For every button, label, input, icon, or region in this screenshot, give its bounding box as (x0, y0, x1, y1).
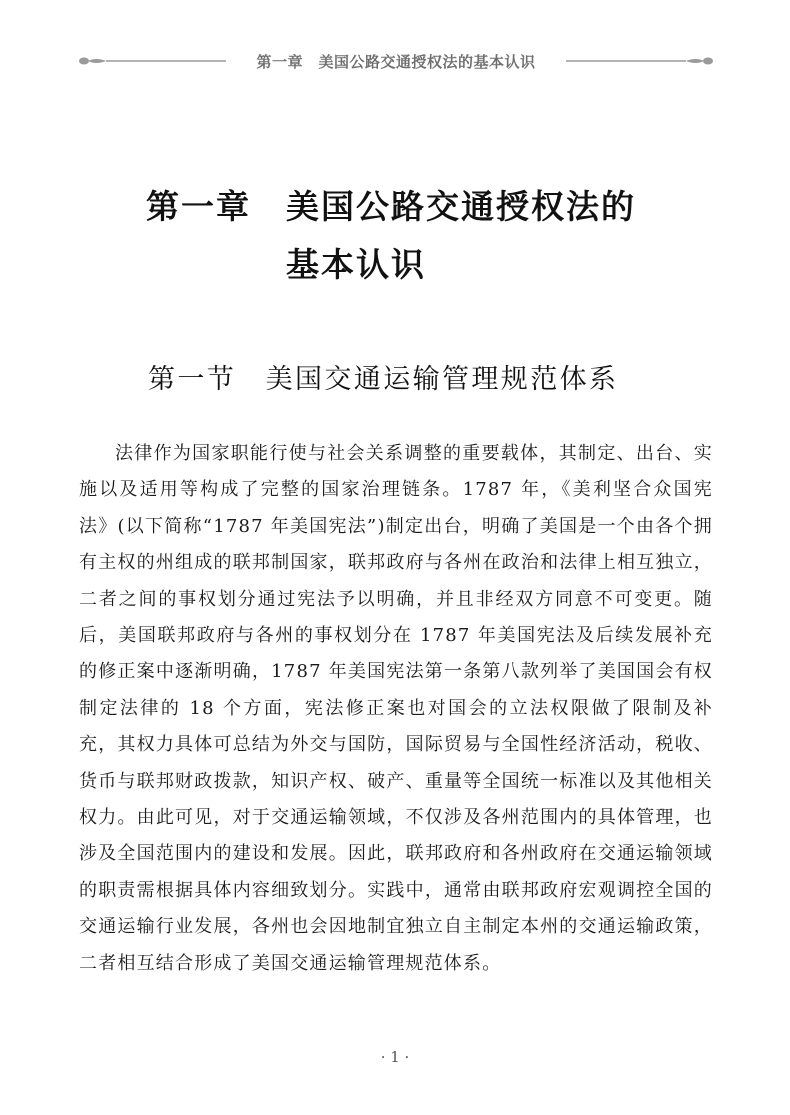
running-header (78, 48, 714, 76)
running-header-text: 第一章 美国公路交通授权法的基本认识 (256, 53, 536, 71)
section-title: 第一节 美国交通运输管理规范体系 (148, 364, 619, 395)
body-paragraph: 法律作为国家职能行使与社会关系调整的重要载体，其制定、出台、实施以及适用等构成了完整的国家治理链条。1787 年，《美利坚合众国宪法》(以下简称“1787 年美国宪法”)制定出台，明确了美国是一个由各个拥有主权的州组成的联邦制国家，联邦政府与各州在政治和法律上相互独立，二者之间的事权划分通过宪法予以明确，并且非经双方同意不可变更。随后，美国联邦政府与各州的事权划分在 1787 年美国宪法及后续发展补充的修正案中逐渐明确，1787 年美国宪法第一条第八款列举了美国国会有权制定法律的 18 个方面，宪法修正案也对国会的立法权限做了限制及补充，其权力具体可总结为外交与国防，国际贸易与全国性经济活动，税收、货币与联邦财政拨款，知识产权、破产、重量等全国统一标准以及其他相关权力。由此可见，对于交通运输领域，不仅涉及各州范围内的具体管理，也涉及全国范围内的建设和发展。因此，联邦政府和各州政府在交通运输领域的职责需根据具体内容细致划分。实践中，通常由联邦政府宏观调控全国的交通运输行业发展，各州也会因地制宜独立自主制定本州的交通运输政策，二者相互结合形成了美国交通运输管理规范体系。 (79, 443, 713, 974)
chapter-title-line-2: 基本认识 (286, 245, 426, 284)
chapter-title (146, 178, 706, 294)
chapter-title-line-1: 第一章 美国公路交通授权法的 (146, 187, 636, 226)
page-number: · 1 · (380, 1048, 410, 1066)
